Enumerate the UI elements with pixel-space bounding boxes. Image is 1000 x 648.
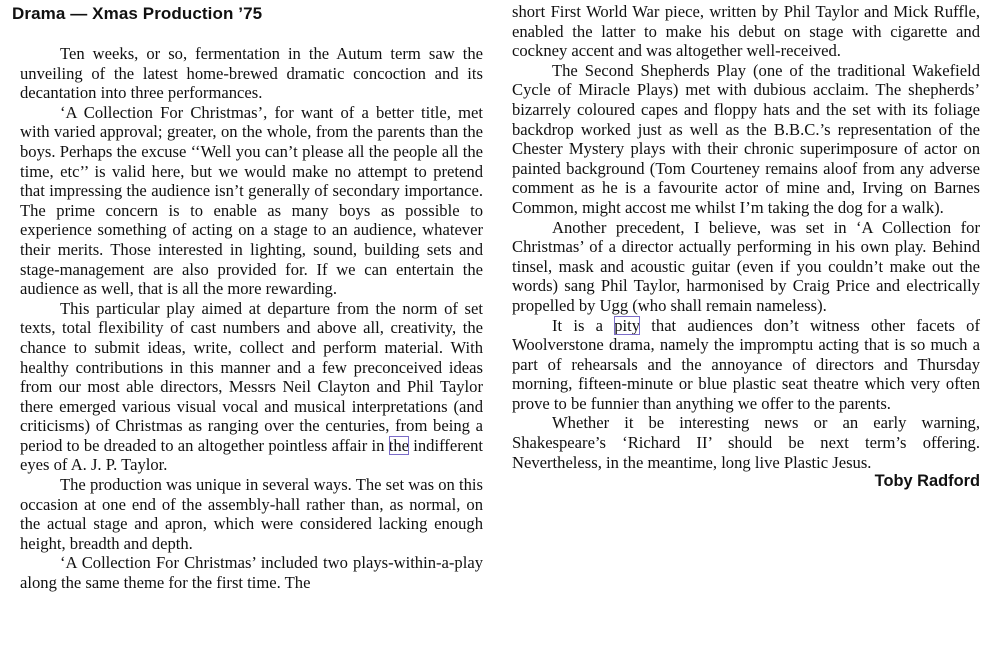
left-column — [20, 44, 483, 593]
article-heading: Drama — Xmas Production ’75 — [12, 4, 263, 23]
paragraph: short First World War piece, written by Phil Taylor and Mick Ruffle, enabled the latter to make his debut on stage with cigarette and cockney accent and was altogether well-received. — [512, 2, 980, 61]
paragraph — [512, 316, 980, 414]
paragraph: ‘A Collection For Christmas’ included two plays-within-a-play along the same theme for the first time. The — [20, 553, 483, 593]
paragraph: Whether it be interesting news or an early warning, Shakespeare’s ‘Richard II’ should be next term’s offering. Nevertheless, in the meantime, long live Plastic Jesus. — [512, 413, 980, 472]
paragraph: The production was unique in several ways. The set was on this occasion at one end of the assembly-hall rather than, as normal, on the actual stage and apron, which were considered lacking enough height, breadth and depth. — [20, 475, 483, 553]
highlighted-word: the — [388, 435, 409, 455]
paragraph: Ten weeks, or so, fermentation in the Autum term saw the unveiling of the latest home-brewed dramatic concoction and its decantation into three performances. — [20, 44, 483, 103]
author-signature: Toby Radford — [874, 472, 980, 491]
highlighted-word: pity — [614, 315, 641, 335]
paragraph — [20, 299, 483, 475]
paragraph: The Second Shepherds Play (one of the traditional Wakefield Cycle of Miracle Plays) met with dubious acclaim. The shepherds’ bizarrely coloured capes and floppy hats and the set with its foliage backdrop worked just as well as the B.B.C.’s representation of the Chester Mystery plays with their chronic superimposure of actor on painted background (Tom Courteney remains aloof from any adverse comment as he is a favourite actor of mine and, Irving on Barnes Common, might accost me whilst I’m taking the dog for a walk). — [512, 60, 980, 217]
paragraph-text: that audiences don’t witness other facets of Woolverstone drama, namely the impromptu acting that is so much a part of rehearsals and the annoyance of directors and Thursday morning, fifteen-minute or blue plastic seat theatre which very often prove to be funnier than anything we offer to the parents. — [512, 315, 980, 413]
paragraph-text: indifferent eyes of A. J. P. Taylor. — [20, 435, 483, 475]
paragraph-text: It is a — [552, 315, 604, 335]
paragraph: ‘A Collection For Christmas’, for want of a better title, met with varied approval; greater, on the whole, from the parents than the boys. Perhaps the excuse ‘‘Well you can’t please all the people all the time, etc’’ is valid here, but we would make no attempt to pretend that impressing the audience isn’t generally of secondary importance. The prime concern is to enable as many boys as possible to experience something of acting on a stage to an audience, whatever their merits. Those interested in lighting, sound, building sets and stage-management are also provided for. If we can entertain the audience as well, that is all the more rewarding. — [20, 102, 483, 299]
right-column — [512, 2, 980, 492]
paragraph: Another precedent, I believe, was set in ‘A Collection for Christmas’ of a director actually performing in his own play. Behind tinsel, mask and acoustic guitar (even if you couldn’t make out the words) sang Phil Taylor, harmonised by Craig Price and electrically propelled by Ugg (who shall remain nameless). — [512, 217, 980, 315]
paragraph-text: This particular play aimed at departure from the norm of set texts, total flexibility of cast numbers and above all, creativity, the chance to submit ideas, write, collect and perform material. With healthy contributions in this manner and a few preconceived ideas from our most able directors, Messrs Neil Clayton and Phil Taylor there emerged various visual vocal and musical interpretations (and criticisms) of Christmas as ranging over the centuries, from being a period to be dreaded to an altogether pointless affair in — [20, 298, 483, 455]
